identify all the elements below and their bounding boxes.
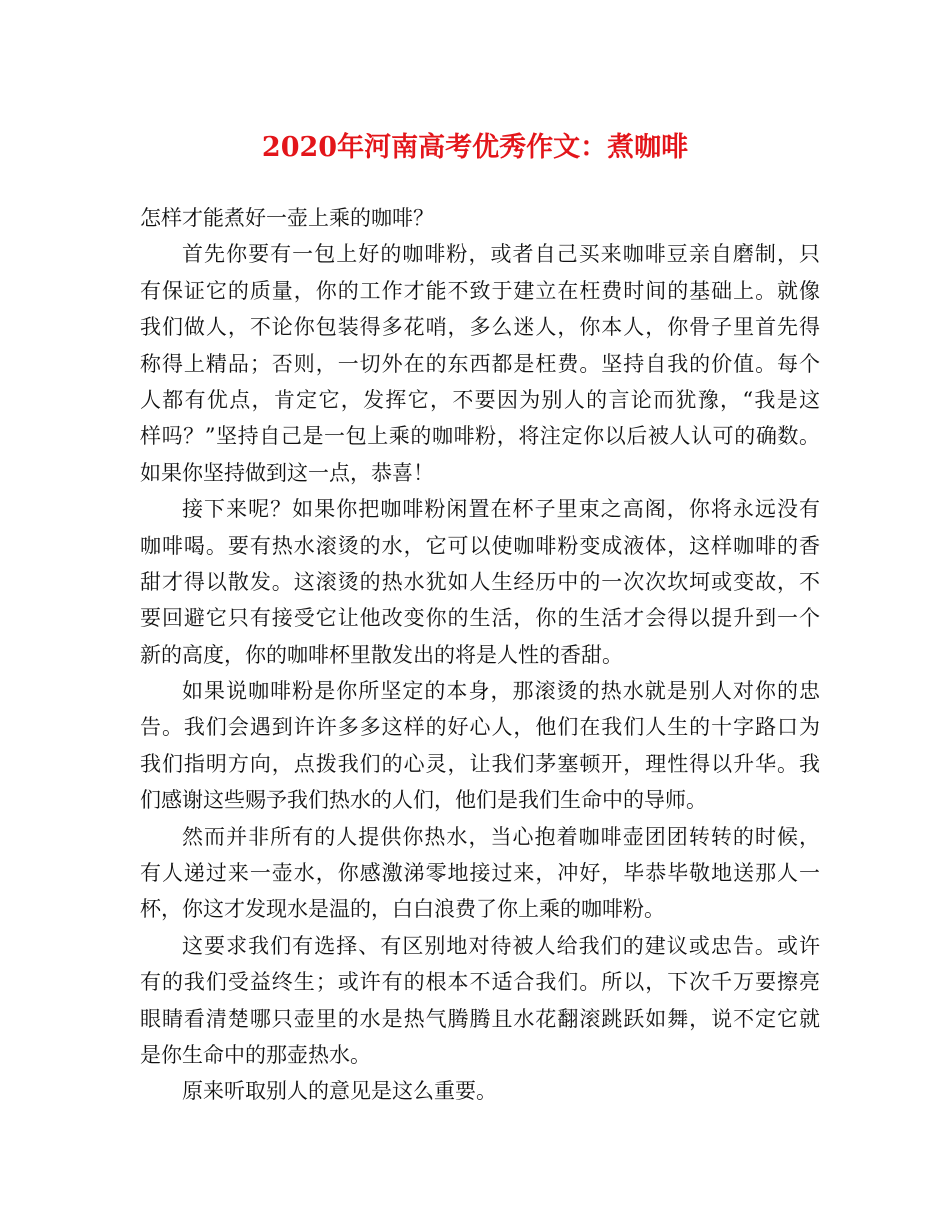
essay-body xyxy=(140,200,820,1110)
essay-line: 原来听取别人的意见是这么重要。 xyxy=(182,1079,497,1104)
essay-line: 接下来呢？如果你把咖啡粉闲置在杯子里束之高阁，你将永远没有 xyxy=(182,497,820,522)
essay-line: 首先你要有一包上好的咖啡粉，或者自己买来咖啡豆亲自磨制，只 xyxy=(182,242,820,267)
essay-line: 有人递过来一壶水，你感激涕零地接过来，冲好，毕恭毕敬地送那人一 xyxy=(140,861,820,886)
essay-line: 然而并非所有的人提供你热水，当心抱着咖啡壶团团转转的时候， xyxy=(182,824,820,849)
essay-line: 甜才得以散发。这滚烫的热水犹如人生经历中的一次次坎坷或变故，不 xyxy=(140,569,820,594)
essay-line: 告。我们会遇到许许多多这样的好心人，他们在我们人生的十字路口为 xyxy=(140,715,820,740)
essay-line: 是你生命中的那壶热水。 xyxy=(140,1042,371,1067)
essay-line: 要回避它只有接受它让他改变你的生活，你的生活才会得以提升到一个 xyxy=(140,606,820,631)
essay-line: 有的我们受益终生；或许有的根本不适合我们。所以，下次千万要擦亮 xyxy=(140,970,820,995)
essay-line: 称得上精品；否则，一切外在的东西都是枉费。坚持自我的价值。每个 xyxy=(140,351,820,376)
essay-line: 样吗？”坚持自己是一包上乘的咖啡粉，将注定你以后被人认可的确数。 xyxy=(140,424,820,449)
essay-line: 人都有优点，肯定它，发挥它，不要因为别人的言论而犹豫，“我是这 xyxy=(140,387,820,412)
essay-line: 杯，你这才发现水是温的，白白浪费了你上乘的咖啡粉。 xyxy=(140,897,665,922)
essay-line: 有保证它的质量，你的工作才能不致于建立在枉费时间的基础上。就像 xyxy=(140,278,820,303)
essay-line: 如果说咖啡粉是你所坚定的本身，那滚烫的热水就是别人对你的忠 xyxy=(182,679,820,704)
essay-line: 眼睛看清楚哪只壶里的水是热气腾腾且水花翻滚跳跃如舞，说不定它就 xyxy=(140,1006,820,1031)
essay-line: 我们指明方向，点拨我们的心灵，让我们茅塞顿开，理性得以升华。我 xyxy=(140,751,820,776)
essay-line: 怎样才能煮好一壶上乘的咖啡？ xyxy=(140,206,434,230)
essay-line: 这要求我们有选择、有区别地对待被人给我们的建议或忠告。或许 xyxy=(182,933,820,958)
essay-line: 们感谢这些赐予我们热水的人们，他们是我们生命中的导师。 xyxy=(140,788,707,813)
essay-line: 如果你坚持做到这一点，恭喜！ xyxy=(140,460,434,485)
essay-line: 新的高度，你的咖啡杯里散发出的将是人性的香甜。 xyxy=(140,642,623,667)
document-title: 2020年河南高考优秀作文：煮咖啡 xyxy=(261,132,689,163)
essay-line: 咖啡喝。要有热水滚烫的水，它可以使咖啡粉变成液体，这样咖啡的香 xyxy=(140,533,820,558)
essay-line: 我们做人，不论你包装得多花哨，多么迷人，你本人，你骨子里首先得 xyxy=(140,315,820,340)
